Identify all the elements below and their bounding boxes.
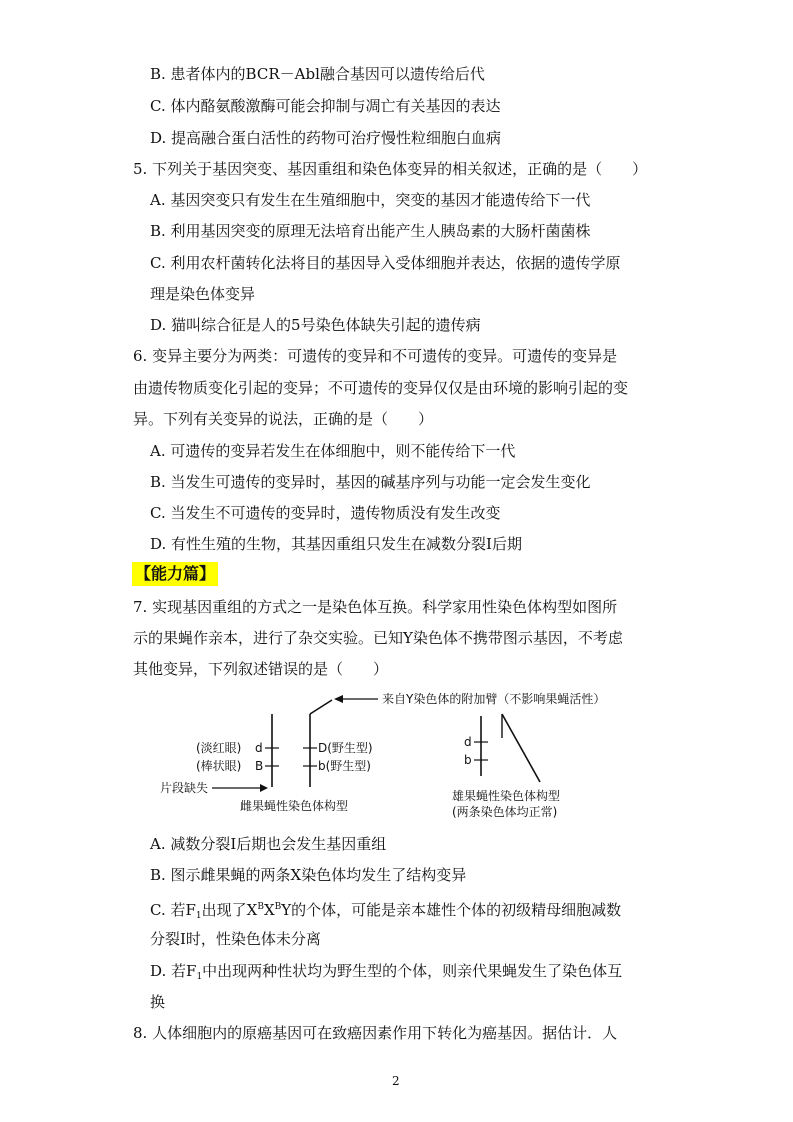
section-heading-ability: 【能力篇】 bbox=[132, 562, 218, 586]
page-number: 2 bbox=[392, 1074, 400, 1088]
question-8-line1: 8. 人体细胞内的原癌基因可在致癌因素作用下转化为癌基因。据估计．人 bbox=[133, 1024, 618, 1042]
question-6-line1: 6. 变异主要分为两类：可遗传的变异和不可遗传的变异。可遗传的变异是 bbox=[133, 347, 618, 365]
label-gene-d: d bbox=[255, 741, 263, 755]
arrow-right-icon bbox=[260, 784, 268, 792]
label-light-red-eye: (淡红眼) bbox=[196, 741, 242, 755]
label-male-b: b bbox=[464, 753, 472, 767]
question-7-line2: 示的果蝇作亲本，进行了杂交实验。已知Y染色体不携带图示基因，不考虑 bbox=[133, 629, 623, 647]
q4-option-b: B. 患者体内的BCR－Abl融合基因可以遗传给后代 bbox=[150, 65, 485, 83]
q6-option-a: A. 可遗传的变异若发生在体细胞中，则不能传给下一代 bbox=[150, 442, 516, 460]
label-y-arm: 来自Y染色体的附加臂（不影响果蝇活性） bbox=[382, 692, 606, 706]
label-gene-B: B bbox=[255, 759, 264, 773]
chromosome-diagram bbox=[150, 684, 650, 824]
q7-option-c-line1: C. 若$F_1$出现了$X^BX^BY$的个体，可能是亲本雄性个体的初级精母细胞减数 bbox=[150, 901, 622, 921]
question-5-stem: 5. 下列关于基因突变、基因重组和染色体变异的相关叙述，正确的是（ ） bbox=[133, 160, 648, 178]
q7-option-a: A. 减数分裂Ⅰ后期也会发生基因重组 bbox=[150, 835, 387, 853]
q4-option-c: C. 体内酪氨酸激酶可能会抑制与凋亡有关基因的表达 bbox=[150, 97, 501, 115]
q5-option-d: D. 猫叫综合征是人的5号染色体缺失引起的遗传病 bbox=[150, 316, 481, 334]
q7-option-d-line2: 换 bbox=[150, 993, 166, 1011]
q6-option-d: D. 有性生殖的生物，其基因重组只发生在减数分裂Ⅰ后期 bbox=[150, 535, 522, 553]
y-attached-arm bbox=[310, 700, 332, 714]
male-caption-2: (两条染色体均正常) bbox=[452, 805, 558, 819]
question-7-line3: 其他变异，下列叙述错误的是（ ） bbox=[133, 660, 389, 678]
q7-option-d-line1: D. 若$F_1$中出现两种性状均为野生型的个体，则亲代果蝇发生了染色体互 bbox=[150, 962, 623, 982]
q4-option-d: D. 提高融合蛋白活性的药物可治疗慢性粒细胞白血病 bbox=[150, 129, 502, 147]
label-gene-D-wild: D(野生型) bbox=[318, 741, 373, 755]
label-bar-eye: (棒状眼) bbox=[196, 759, 242, 773]
q6-option-b: B. 当发生可遗传的变异时，基因的碱基序列与功能一定会发生变化 bbox=[150, 473, 591, 491]
q5-option-c-line2: 理是染色体变异 bbox=[150, 285, 256, 303]
q7-option-c-line2: 分裂Ⅰ时，性染色体未分离 bbox=[150, 930, 321, 948]
q6-option-c: C. 当发生不可遗传的变异时，遗传物质没有发生改变 bbox=[150, 504, 501, 522]
q5-option-b: B. 利用基因突变的原理无法培育出能产生人胰岛素的大肠杆菌菌株 bbox=[150, 222, 591, 240]
male-y-chromosome bbox=[502, 714, 540, 782]
arrow-left-icon bbox=[334, 695, 343, 703]
female-caption: 雌果蝇性染色体构型 bbox=[240, 799, 349, 813]
q7-option-b: B. 图示雌果蝇的两条X染色体均发生了结构变异 bbox=[150, 866, 467, 884]
label-deletion: 片段缺失 bbox=[160, 781, 209, 795]
q5-option-a: A. 基因突变只有发生在生殖细胞中，突变的基因才能遗传给下一代 bbox=[150, 191, 591, 209]
label-gene-b-wild: b(野生型) bbox=[318, 759, 371, 773]
question-7-line1: 7. 实现基因重组的方式之一是染色体互换。科学家用性染色体构型如图所 bbox=[133, 598, 618, 616]
question-6-line3: 异。下列有关变异的说法，正确的是（ ） bbox=[133, 410, 434, 428]
label-male-d: d bbox=[464, 735, 472, 749]
q5-option-c-line1: C. 利用农杆菌转化法将目的基因导入受体细胞并表达，依据的遗传学原 bbox=[150, 254, 621, 272]
question-6-line2: 由遗传物质变化引起的变异；不可遗传的变异仅仅是由环境的影响引起的变 bbox=[133, 379, 629, 397]
male-caption-1: 雄果蝇性染色体构型 bbox=[452, 789, 561, 803]
